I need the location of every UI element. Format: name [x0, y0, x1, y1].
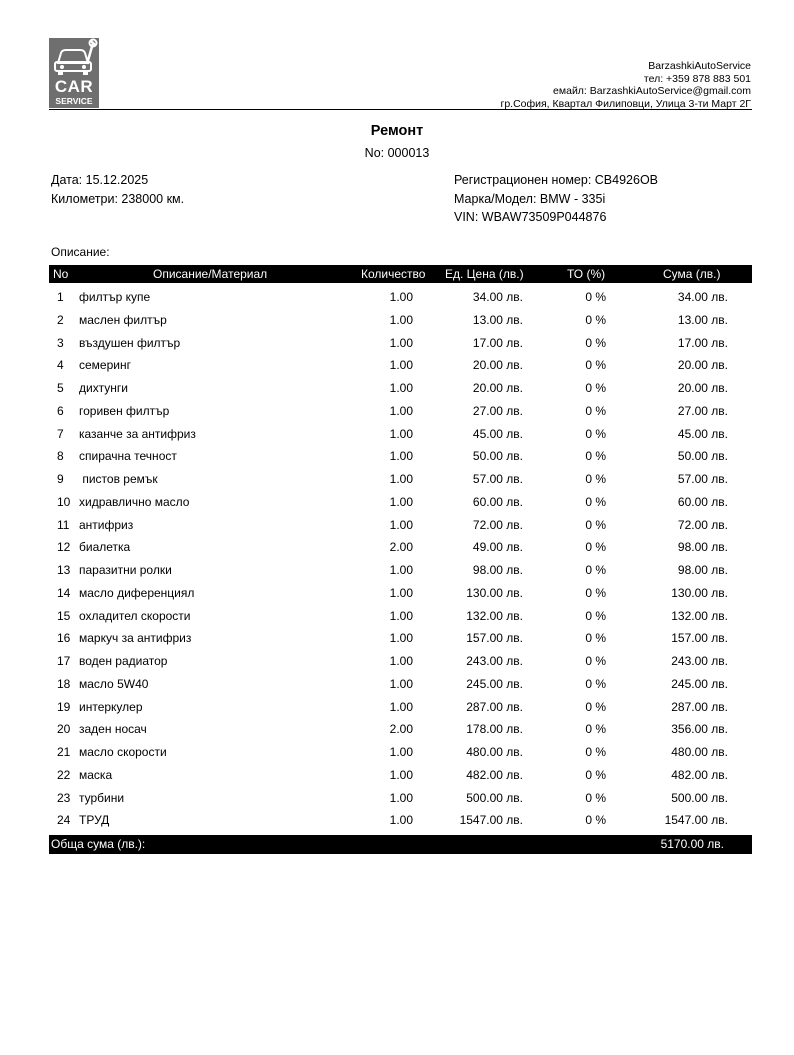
cell-quantity: 1.00: [389, 358, 413, 373]
cell-quantity: 1.00: [389, 472, 413, 486]
cell-quantity: 1.00: [389, 426, 413, 441]
table-row: [49, 354, 752, 377]
cell-unit-price: 287.00 лв.: [466, 699, 523, 714]
header-vat: ТО (%): [567, 267, 606, 281]
cell-description: интеркулер: [79, 699, 143, 714]
header-quantity: Количество: [361, 267, 426, 281]
table-row: [49, 673, 752, 696]
cell-vat: 0 %: [585, 381, 606, 395]
cell-quantity: 1.00: [389, 403, 413, 418]
vehicle-registration: Регистрационен номер: СВ4926ОВ: [454, 173, 659, 187]
table-row: [49, 787, 752, 810]
cell-quantity: 2.00: [389, 722, 413, 737]
cell-sum: 98.00 лв.: [677, 540, 728, 555]
cell-sum: 500.00 лв.: [671, 790, 728, 805]
cell-quantity: 1.00: [389, 563, 413, 577]
table-row: [49, 605, 752, 628]
description-label: Описание:: [51, 245, 110, 259]
cell-description: въздушен филтър: [79, 335, 181, 350]
cell-sum: 1547.00 лв.: [664, 813, 728, 828]
cell-unit-price: 98.00 лв.: [472, 563, 523, 577]
cell-vat: 0 %: [585, 494, 606, 509]
cell-vat: 0 %: [585, 426, 606, 441]
table-row: [49, 741, 752, 764]
cell-sum: 50.00 лв.: [677, 449, 728, 464]
table-row: [49, 286, 752, 309]
table-row: [49, 650, 752, 673]
cell-unit-price: 60.00 лв.: [472, 494, 523, 509]
vehicle-model: Марка/Модел: BMW - 335i: [454, 191, 606, 206]
cell-sum: 45.00 лв.: [677, 426, 728, 441]
cell-sum: 157.00 лв.: [671, 631, 728, 646]
cell-no: 5: [57, 381, 64, 395]
cell-no: 22: [57, 767, 71, 782]
cell-quantity: 1.00: [389, 312, 413, 327]
cell-no: 6: [57, 403, 64, 418]
cell-quantity: 1.00: [389, 335, 413, 350]
cell-sum: 17.00 лв.: [677, 335, 728, 350]
vehicle-vin: VIN: WBAW73509P044876: [454, 210, 607, 224]
table-row: [49, 696, 752, 719]
cell-description: воден радиатор: [79, 654, 168, 668]
cell-description: маслен филтър: [79, 312, 167, 327]
cell-unit-price: 27.00 лв.: [472, 403, 523, 418]
cell-description: масло диференциял: [79, 585, 195, 600]
table-row: [49, 423, 752, 446]
cell-unit-price: 482.00 лв.: [466, 767, 523, 782]
cell-description: биалетка: [79, 540, 131, 555]
cell-quantity: 1.00: [389, 654, 413, 668]
cell-description: хидравлично масло: [79, 494, 190, 509]
cell-vat: 0 %: [585, 608, 606, 623]
cell-unit-price: 17.00 лв.: [472, 335, 523, 350]
document-number: No: 000013: [364, 146, 430, 160]
cell-unit-price: 50.00 лв.: [472, 449, 523, 464]
cell-description: масло скорости: [79, 745, 167, 759]
cell-description: охладител скорости: [79, 608, 191, 623]
header-divider: [49, 109, 752, 110]
cell-sum: 27.00 лв.: [677, 403, 728, 418]
cell-quantity: 1.00: [389, 290, 413, 304]
cell-sum: 34.00 лв.: [677, 290, 728, 304]
header-unit-price: Ед. Цена (лв.): [445, 267, 524, 281]
service-info: [51, 171, 184, 208]
cell-quantity: 1.00: [389, 767, 413, 782]
cell-description: филтър купе: [79, 290, 151, 304]
cell-unit-price: 132.00 лв.: [466, 608, 523, 623]
cell-unit-price: 500.00 лв.: [466, 790, 523, 805]
cell-vat: 0 %: [585, 722, 606, 737]
cell-quantity: 1.00: [389, 494, 413, 509]
cell-no: 13: [57, 563, 71, 577]
cell-vat: 0 %: [585, 699, 606, 714]
header-sum: Сума (лв.): [663, 267, 721, 281]
table-row: [49, 400, 752, 423]
document-title: Ремонт: [370, 123, 424, 139]
table-row: [49, 536, 752, 559]
cell-vat: 0 %: [585, 403, 606, 418]
table-row: [49, 491, 752, 514]
company-name: BarzashkiAutoService: [648, 60, 751, 72]
service-km: Километри: 238000 км.: [51, 191, 185, 206]
cell-vat: 0 %: [585, 563, 606, 577]
cell-sum: 245.00 лв.: [671, 676, 728, 691]
car-service-logo: [49, 38, 99, 108]
cell-sum: 130.00 лв.: [671, 585, 728, 600]
cell-sum: 356.00 лв.: [671, 722, 728, 737]
table-row: [49, 718, 752, 741]
cell-unit-price: 130.00 лв.: [466, 585, 523, 600]
cell-vat: 0 %: [585, 517, 606, 532]
cell-vat: 0 %: [585, 540, 606, 555]
logo-text-car: CAR: [54, 77, 94, 96]
company-phone: тел: +359 878 883 501: [643, 72, 751, 85]
cell-vat: 0 %: [585, 472, 606, 486]
header-description: Описание/Материал: [153, 267, 268, 281]
cell-description: паразитни ролки: [79, 563, 172, 577]
cell-vat: 0 %: [585, 449, 606, 464]
cell-sum: 57.00 лв.: [677, 472, 728, 486]
cell-quantity: 1.00: [389, 381, 413, 395]
cell-no: 21: [57, 745, 71, 759]
cell-vat: 0 %: [585, 676, 606, 691]
cell-sum: 287.00 лв.: [671, 699, 728, 714]
cell-vat: 0 %: [585, 790, 606, 805]
cell-no: 2: [57, 312, 64, 327]
company-email: емайл: BarzashkiAutoService@gmail.com: [553, 85, 751, 97]
cell-sum: 20.00 лв.: [677, 381, 728, 395]
cell-no: 23: [57, 790, 71, 805]
cell-sum: 13.00 лв.: [677, 312, 728, 327]
cell-no: 18: [57, 676, 71, 691]
cell-no: 15: [57, 608, 71, 623]
cell-description: турбини: [79, 790, 125, 805]
cell-unit-price: 1547.00 лв.: [459, 813, 523, 828]
cell-vat: 0 %: [585, 654, 606, 668]
cell-unit-price: 72.00 лв.: [472, 517, 523, 532]
cell-sum: 98.00 лв.: [677, 563, 728, 577]
cell-vat: 0 %: [585, 290, 606, 304]
cell-sum: 132.00 лв.: [671, 608, 728, 623]
cell-description: пистов ремък: [79, 472, 158, 486]
cell-no: 24: [57, 813, 71, 828]
cell-no: 11: [57, 517, 70, 532]
cell-sum: 482.00 лв.: [671, 767, 728, 782]
cell-sum: 480.00 лв.: [671, 745, 728, 759]
cell-unit-price: 20.00 лв.: [472, 381, 523, 395]
cell-sum: 20.00 лв.: [677, 358, 728, 373]
table-body: [49, 286, 752, 832]
cell-description: маска: [79, 767, 113, 782]
cell-quantity: 1.00: [389, 699, 413, 714]
cell-unit-price: 34.00 лв.: [472, 290, 523, 304]
cell-no: 4: [57, 358, 64, 373]
cell-quantity: 1.00: [389, 608, 413, 623]
cell-description: казанче за антифриз: [79, 426, 196, 441]
cell-description: заден носач: [79, 722, 147, 737]
cell-description: маркуч за антифриз: [79, 631, 192, 646]
cell-unit-price: 178.00 лв.: [466, 722, 523, 737]
cell-unit-price: 49.00 лв.: [472, 540, 523, 555]
cell-quantity: 1.00: [389, 813, 413, 828]
cell-unit-price: 480.00 лв.: [466, 745, 523, 759]
table-row: [49, 309, 752, 332]
table-row: [49, 809, 752, 832]
cell-no: 17: [57, 654, 71, 668]
cell-vat: 0 %: [585, 335, 606, 350]
table-row: [49, 332, 752, 355]
cell-no: 19: [57, 699, 71, 714]
cell-unit-price: 20.00 лв.: [472, 358, 523, 373]
cell-vat: 0 %: [585, 631, 606, 646]
cell-description: антифриз: [79, 517, 134, 532]
header-no: No: [53, 267, 69, 281]
total-label: Обща сума (лв.):: [51, 837, 146, 851]
cell-sum: 60.00 лв.: [677, 494, 728, 509]
total-value: 5170.00 лв.: [660, 837, 724, 851]
cell-unit-price: 157.00 лв.: [466, 631, 523, 646]
cell-quantity: 1.00: [389, 745, 413, 759]
cell-no: 12: [57, 540, 71, 555]
cell-quantity: 1.00: [389, 517, 413, 532]
cell-no: 20: [57, 722, 71, 737]
cell-no: 10: [57, 494, 71, 509]
cell-no: 16: [57, 631, 71, 646]
cell-description: дихтунги: [79, 381, 128, 395]
cell-unit-price: 57.00 лв.: [472, 472, 523, 486]
vehicle-info: [454, 171, 658, 227]
cell-vat: 0 %: [585, 813, 606, 828]
cell-no: 9: [57, 472, 64, 486]
cell-no: 3: [57, 335, 64, 350]
cell-no: 7: [57, 426, 64, 441]
table-row: [49, 559, 752, 582]
table-row: [49, 764, 752, 787]
cell-sum: 243.00 лв.: [671, 654, 728, 668]
table-row: [49, 377, 752, 400]
table-row: [49, 582, 752, 605]
cell-vat: 0 %: [585, 767, 606, 782]
cell-description: семеринг: [79, 358, 131, 373]
cell-description: масло 5W40: [79, 676, 149, 691]
car-wrench-icon: [49, 38, 99, 78]
table-row: [49, 445, 752, 468]
cell-unit-price: 45.00 лв.: [472, 426, 523, 441]
cell-vat: 0 %: [585, 745, 606, 759]
cell-no: 14: [57, 585, 71, 600]
cell-unit-price: 13.00 лв.: [472, 312, 523, 327]
cell-unit-price: 245.00 лв.: [466, 676, 523, 691]
cell-quantity: 1.00: [389, 585, 413, 600]
service-date: Дата: 15.12.2025: [51, 173, 149, 187]
company-info: [500, 60, 751, 110]
cell-description: ТРУД: [79, 813, 110, 828]
cell-quantity: 1.00: [389, 449, 413, 464]
cell-vat: 0 %: [585, 358, 606, 373]
company-address: гр.София, Квартал Филиповци, Улица 3-ти Март 2Г: [500, 97, 751, 110]
logo-text-service: SERVICE: [55, 96, 93, 106]
cell-quantity: 1.00: [389, 790, 413, 805]
cell-description: горивен филтър: [79, 403, 170, 418]
cell-quantity: 2.00: [389, 540, 413, 555]
table-row: [49, 468, 752, 491]
cell-quantity: 1.00: [389, 676, 413, 691]
cell-vat: 0 %: [585, 312, 606, 327]
cell-vat: 0 %: [585, 585, 606, 600]
cell-unit-price: 243.00 лв.: [466, 654, 523, 668]
cell-no: 1: [57, 290, 64, 304]
table-header: [49, 265, 752, 283]
table-row: [49, 627, 752, 650]
table-row: [49, 514, 752, 537]
cell-sum: 72.00 лв.: [677, 517, 728, 532]
cell-no: 8: [57, 449, 64, 464]
cell-description: спирачна течност: [79, 449, 177, 464]
cell-quantity: 1.00: [389, 631, 413, 646]
table-total: [49, 835, 752, 854]
